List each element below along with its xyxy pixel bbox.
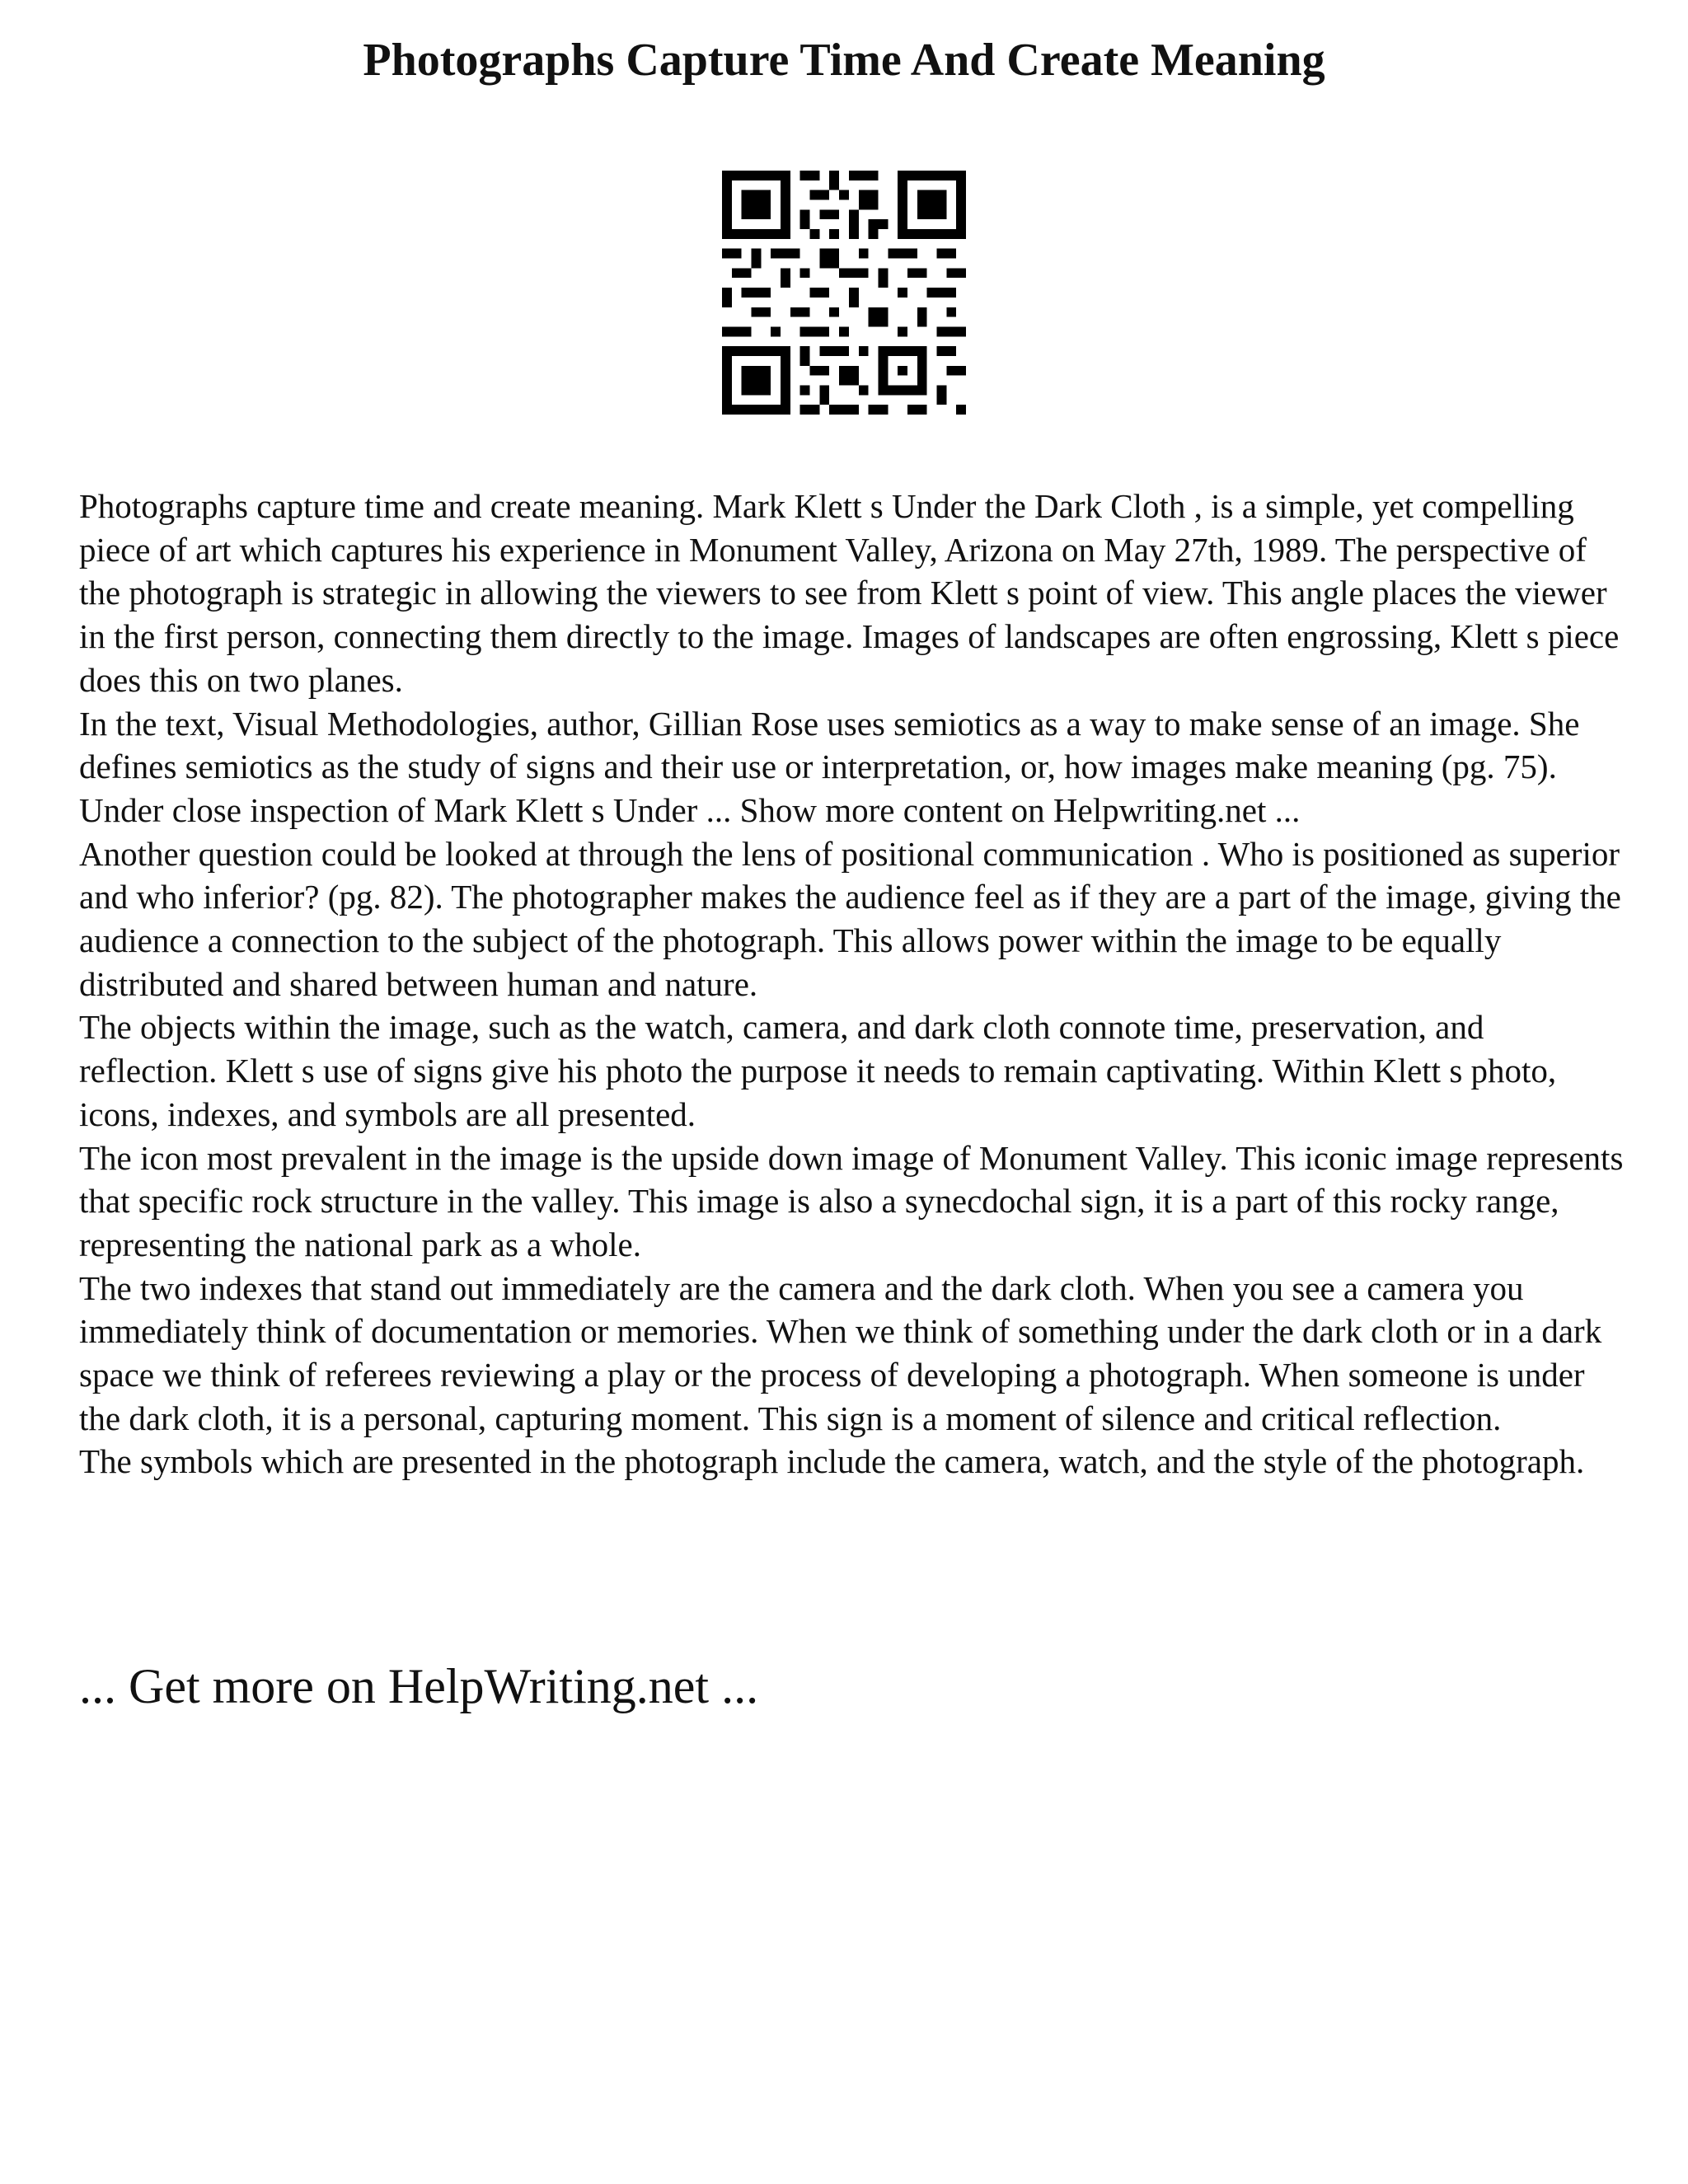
get-more-link[interactable]: ... Get more on HelpWriting.net ... [79,1659,759,1713]
qr-code-icon [722,171,966,415]
paragraph: The two indexes that stand out immediately are the camera and the dark cloth. When you see a camera you immediately think of documentation or memories. When we think of something under the dark cloth or in a dark space we think of referees reviewing a play or the process of developing a photograph. When someone is under the dark cloth, it is a personal, capturing moment. This sign is a moment of silence and critical reflection. [79,1268,1602,1437]
paragraph: Photographs capture time and create meaning. Mark Klett s Under the Dark Cloth , is a simple, yet compelling piece of art which captures his experience in Monument Valley, Arizona on May 27th, 1989. The perspective of the photograph is strategic in allowing the viewers to see from Klett s point of view. This angle places the viewer in the first person, connecting them directly to the image. Images of landscapes are often engrossing, Klett s piece does this on two planes. [79,487,1620,699]
paragraph: The icon most prevalent in the image is the upside down image of Monument Valley. This iconic image represents that specific rock structure in the valley. This image is also a synecdochal sign, it is a part of this rocky range, representing the national park as a whole. [79,1138,1624,1263]
page-title: Photographs Capture Time And Create Meaning [363,35,1325,86]
paragraph: Another question could be looked at through the lens of positional communication . Who is positioned as superior and who inferior? (pg. 82). The photographer makes the audience feel as if they are a part of the image, giving the audience a connection to the subject of the photograph. This allows power within the image to be equally distributed and shared between human and nature. [79,834,1621,1003]
article-body [79,485,1629,1483]
paragraph: The objects within the image, such as the watch, camera, and dark cloth connote time, preservation, and reflection. Klett s use of signs give his photo the purpose it needs to remain captivating. Within Klett s photo, icons, indexes, and symbols are all presented. [79,1008,1557,1133]
paragraph: In the text, Visual Methodologies, author, Gillian Rose uses semiotics as a way to make sense of an image. She defines semiotics as the study of signs and their use or interpretation, or, how images make meaning (pg. 75). Under close inspection of Mark Klett s Under ... Show more content on Helpwriting.net ... [79,704,1580,829]
paragraph: The symbols which are presented in the photograph include the camera, watch, and the style of the photograph. [79,1442,1585,1481]
